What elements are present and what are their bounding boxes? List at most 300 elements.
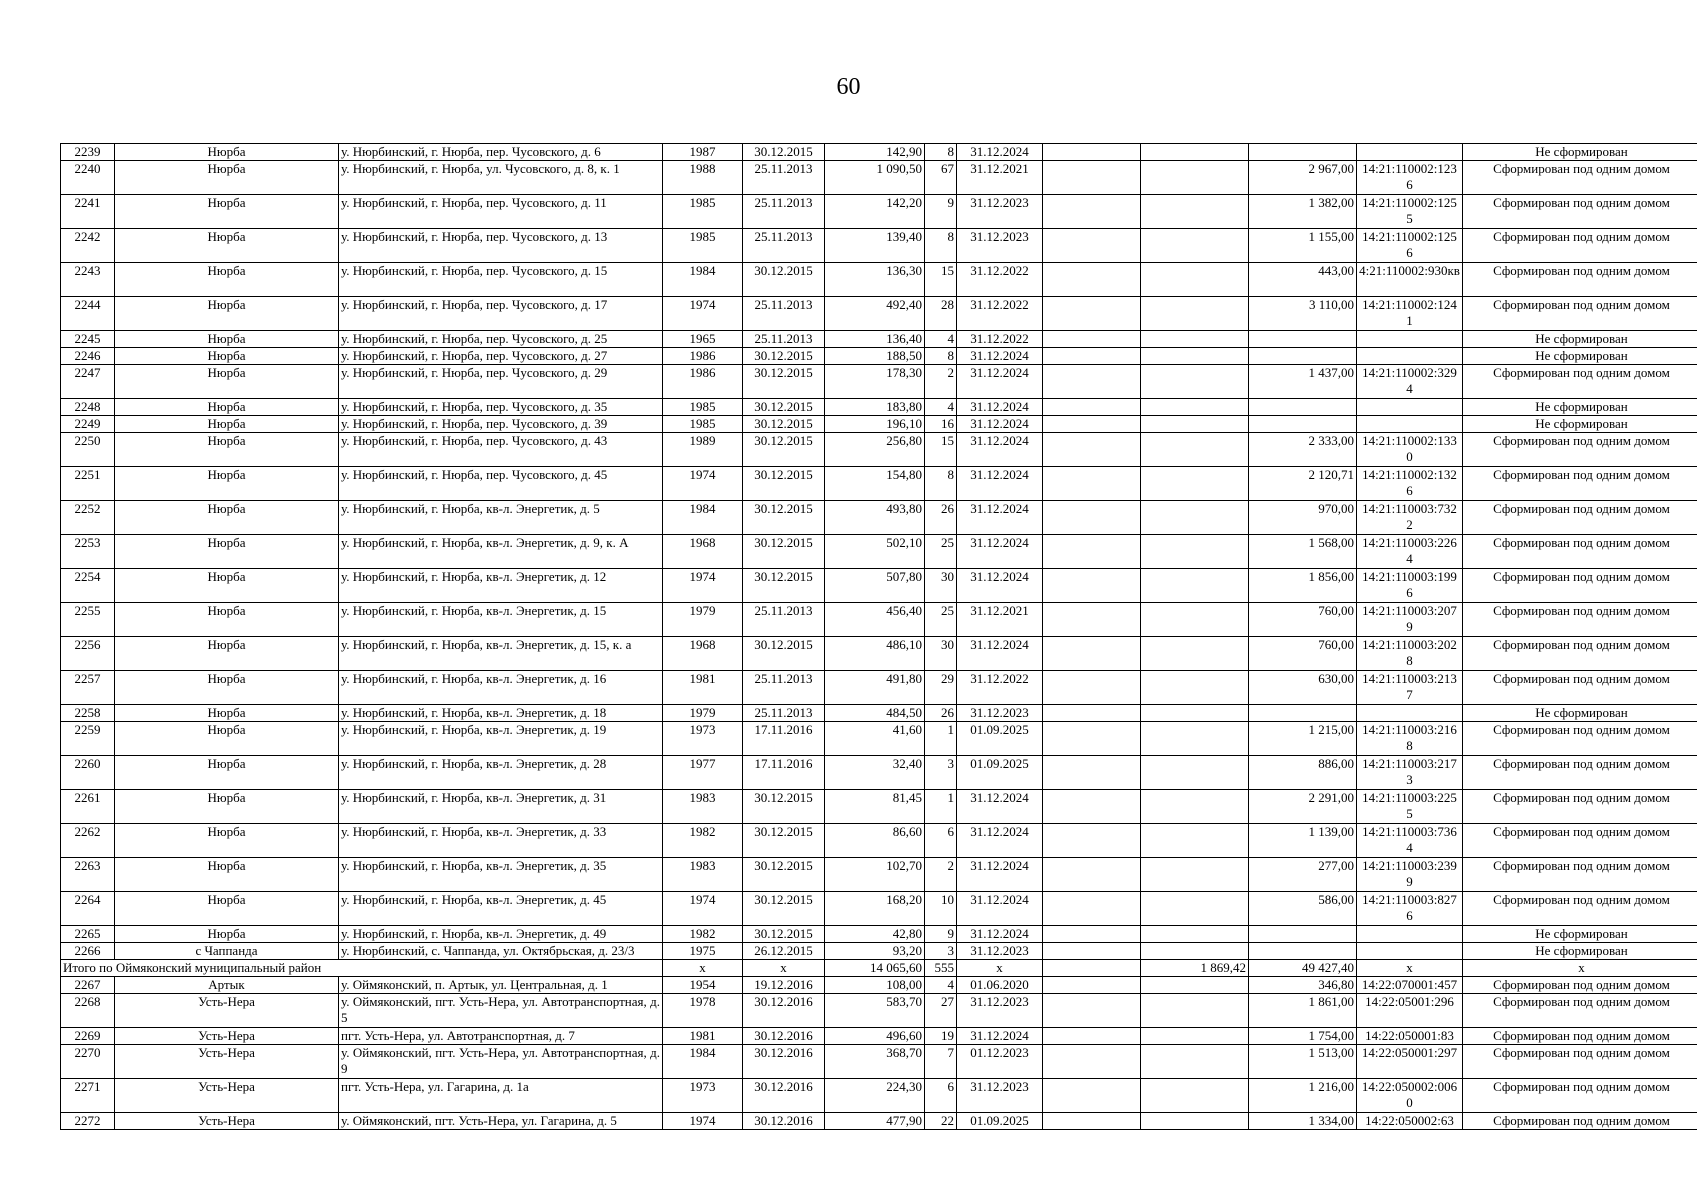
cell-residents: 1 [925,790,957,824]
cell-land-status: Сформирован под одним домом [1463,1028,1697,1045]
cell-extra-value [1043,399,1141,416]
cell-extra-value [1043,569,1141,603]
cell-extra-value-2 [1141,399,1249,416]
cell-year-built: 1973 [663,1079,743,1113]
cell-year-built: 1988 [663,161,743,195]
cell-residents: 8 [925,229,957,263]
cell-land-status: Не сформирован [1463,399,1697,416]
cell-locality: Нюрба [115,535,339,569]
cell-area: 491,80 [825,671,925,705]
cell-address: у. Нюрбинский, г. Нюрба, пер. Чусовского, д. 29 [339,365,663,399]
cell-row-number: 2240 [61,161,115,195]
cell-year-built: 1985 [663,399,743,416]
cell-recognition-date: 25.11.2013 [743,229,825,263]
cell-address: у. Нюрбинский, г. Нюрба, кв-л. Энергетик, д. 18 [339,705,663,722]
cell-row-number: 2270 [61,1045,115,1079]
cell-address: пгт. Усть-Нера, ул. Автотранспортная, д. 7 [339,1028,663,1045]
cell-row-number: 2253 [61,535,115,569]
cell-area: 486,10 [825,637,925,671]
cell-year-built: 1985 [663,229,743,263]
cell-area: 507,80 [825,569,925,603]
cell-residents: 29 [925,671,957,705]
cell-area: 456,40 [825,603,925,637]
cell-extra-value [1043,1045,1141,1079]
cell-cadastral-number: 4:21:110002:930кв [1357,263,1463,297]
cell-residents: 2 [925,365,957,399]
cell-land-area: 346,80 [1249,977,1357,994]
cell-address: у. Оймяконский, п. Артык, ул. Центральная, д. 1 [339,977,663,994]
cell-residents: 2 [925,858,957,892]
cell-residents: 25 [925,535,957,569]
cell-extra-value-2 [1141,467,1249,501]
cell-address: у. Нюрбинский, г. Нюрба, кв-л. Энергетик, д. 33 [339,824,663,858]
cell-locality: Нюрба [115,722,339,756]
cell-resettlement-deadline: 01.06.2020 [957,977,1043,994]
cell-land-area: 630,00 [1249,671,1357,705]
cell-land-area: 1 861,00 [1249,994,1357,1028]
cell-extra-value-2 [1141,892,1249,926]
cell-locality: Нюрба [115,297,339,331]
cell-extra-value-2 [1141,790,1249,824]
table-row [61,1028,1697,1045]
cell-land-status: Сформирован под одним домом [1463,858,1697,892]
cell-recognition-date: 30.12.2016 [743,1045,825,1079]
cell-resettlement-deadline: 31.12.2024 [957,790,1043,824]
cell-land-area: 2 967,00 [1249,161,1357,195]
cell-area: 41,60 [825,722,925,756]
cell-land-status: Не сформирован [1463,144,1697,161]
cell-address: пгт. Усть-Нера, ул. Гагарина, д. 1а [339,1079,663,1113]
cell-locality: с Чаппанда [115,943,339,960]
cell-resettlement-deadline: 31.12.2024 [957,637,1043,671]
cell-resettlement-deadline: 01.09.2025 [957,1113,1043,1130]
table-row [61,467,1697,501]
cell-resettlement-deadline: 31.12.2024 [957,365,1043,399]
cell-residents: 26 [925,705,957,722]
cell-residents: 27 [925,994,957,1028]
cell-year-built: 1983 [663,790,743,824]
cell-cadastral-number: 14:21:110003:1996 [1357,569,1463,603]
table-row [61,365,1697,399]
cell-area: 493,80 [825,501,925,535]
cell-locality: Усть-Нера [115,1045,339,1079]
cell-extra-value-2 [1141,195,1249,229]
cell-resettlement-deadline: 31.12.2024 [957,926,1043,943]
cell-row-number: 2266 [61,943,115,960]
cell-locality: Нюрба [115,637,339,671]
cell-row-number: 2272 [61,1113,115,1130]
cell-residents: 4 [925,977,957,994]
cell-year-built: 1974 [663,569,743,603]
cell-year-built: 1979 [663,705,743,722]
table-row [61,297,1697,331]
cell-area: 154,80 [825,467,925,501]
cell-year-built: 1986 [663,348,743,365]
total-row [61,960,1697,977]
cell-residents: 7 [925,1045,957,1079]
cell-land-status: Сформирован под одним домом [1463,1079,1697,1113]
cell-residents: 28 [925,297,957,331]
cell-cadastral-number [1357,416,1463,433]
cell-row-number: 2243 [61,263,115,297]
cell-cadastral-number: 14:21:110002:1241 [1357,297,1463,331]
cell-resettlement-deadline: 31.12.2024 [957,501,1043,535]
table-body-nyurba [61,144,1697,960]
cell-row-number: 2262 [61,824,115,858]
cell-cadastral-number: 14:21:110003:2028 [1357,637,1463,671]
cell-resettlement-deadline: 01.09.2025 [957,756,1043,790]
cell-land-area: 1 513,00 [1249,1045,1357,1079]
cell-area: 142,20 [825,195,925,229]
cell-area: 183,80 [825,399,925,416]
cell-extra-value-2 [1141,433,1249,467]
table-row [61,756,1697,790]
cell-row-number: 2250 [61,433,115,467]
cell-address: у. Нюрбинский, г. Нюрба, пер. Чусовского, д. 35 [339,399,663,416]
cell-year-built: 1984 [663,501,743,535]
cell-residents: 9 [925,926,957,943]
cell-row-number: 2257 [61,671,115,705]
cell-land-area: 586,00 [1249,892,1357,926]
cell-recognition-date: 30.12.2015 [743,926,825,943]
cell-locality: Нюрба [115,348,339,365]
cell-address: у. Нюрбинский, г. Нюрба, кв-л. Энергетик, д. 5 [339,501,663,535]
cell-row-number: 2242 [61,229,115,263]
cell-area: 32,40 [825,756,925,790]
cell-land-area: 1 215,00 [1249,722,1357,756]
cell-area: 256,80 [825,433,925,467]
cell-land-area: 1 568,00 [1249,535,1357,569]
cell-cadastral-number: 14:21:110002:1255 [1357,195,1463,229]
cell-resettlement-deadline: 31.12.2024 [957,399,1043,416]
cell-cadastral-number: 14:21:110003:2399 [1357,858,1463,892]
cell-land-status: Сформирован под одним домом [1463,161,1697,195]
cell-recognition-date: 30.12.2015 [743,144,825,161]
cell-address: у. Нюрбинский, г. Нюрба, пер. Чусовского, д. 11 [339,195,663,229]
cell-address: у. Нюрбинский, г. Нюрба, пер. Чусовского, д. 13 [339,229,663,263]
cell-land-status: Сформирован под одним домом [1463,671,1697,705]
cell-extra-value [1043,263,1141,297]
cell-extra-value [1043,977,1141,994]
cell-extra-value [1043,433,1141,467]
cell-cadastral-number: 14:22:050001:297 [1357,1045,1463,1079]
cell-locality: Нюрба [115,229,339,263]
cell-extra-value [1043,1028,1141,1045]
cell-cadastral-number: 14:21:110003:7322 [1357,501,1463,535]
cell-row-number: 2259 [61,722,115,756]
cell-row-number: 2247 [61,365,115,399]
cell-resettlement-deadline: 31.12.2024 [957,467,1043,501]
cell-residents: 10 [925,892,957,926]
cell-year-built: 1978 [663,994,743,1028]
cell-land-status: Сформирован под одним домом [1463,824,1697,858]
cell-year-built: 1974 [663,467,743,501]
cell-address: у. Нюрбинский, г. Нюрба, пер. Чусовского, д. 17 [339,297,663,331]
cell-cadastral-number: 14:22:050002:63 [1357,1113,1463,1130]
cell-resettlement-deadline: 31.12.2023 [957,943,1043,960]
cell-extra-value-2 [1141,229,1249,263]
table-row [61,671,1697,705]
cell-extra-value [1043,365,1141,399]
cell-recognition-date: 26.12.2015 [743,943,825,960]
cell-extra-value-2 [1141,416,1249,433]
cell-recognition-date: 19.12.2016 [743,977,825,994]
total-area: 14 065,60 [825,960,925,977]
table-row [61,229,1697,263]
cell-locality: Нюрба [115,603,339,637]
cell-locality: Нюрба [115,569,339,603]
cell-land-area [1249,705,1357,722]
cell-land-status: Не сформирован [1463,416,1697,433]
cell-address: у. Нюрбинский, с. Чаппанда, ул. Октябрьская, д. 23/3 [339,943,663,960]
cell-land-area: 1 754,00 [1249,1028,1357,1045]
cell-land-area: 886,00 [1249,756,1357,790]
cell-recognition-date: 30.12.2015 [743,467,825,501]
cell-extra-value [1043,467,1141,501]
cell-year-built: 1968 [663,535,743,569]
cell-residents: 6 [925,1079,957,1113]
cell-extra-value [1043,1113,1141,1130]
cell-land-status: Сформирован под одним домом [1463,501,1697,535]
cell-address: у. Нюрбинский, г. Нюрба, пер. Чусовского, д. 15 [339,263,663,297]
total-deadline: x [957,960,1043,977]
cell-extra-value-2 [1141,144,1249,161]
cell-land-area: 2 291,00 [1249,790,1357,824]
cell-resettlement-deadline: 31.12.2023 [957,1079,1043,1113]
cell-recognition-date: 30.12.2016 [743,1079,825,1113]
cell-resettlement-deadline: 31.12.2021 [957,161,1043,195]
cell-resettlement-deadline: 31.12.2024 [957,858,1043,892]
cell-address: у. Нюрбинский, г. Нюрба, кв-л. Энергетик, д. 9, к. А [339,535,663,569]
cell-row-number: 2241 [61,195,115,229]
cell-area: 496,60 [825,1028,925,1045]
cell-area: 477,90 [825,1113,925,1130]
cell-residents: 3 [925,756,957,790]
cell-extra-value [1043,722,1141,756]
cell-land-area: 1 216,00 [1249,1079,1357,1113]
cell-locality: Усть-Нера [115,1079,339,1113]
cell-recognition-date: 17.11.2016 [743,756,825,790]
cell-locality: Нюрба [115,926,339,943]
table-row [61,348,1697,365]
table-row [61,1079,1697,1113]
cell-extra-value [1043,824,1141,858]
cell-extra-value-2 [1141,994,1249,1028]
cell-locality: Нюрба [115,195,339,229]
cell-row-number: 2255 [61,603,115,637]
cell-land-area [1249,399,1357,416]
cell-resettlement-deadline: 31.12.2022 [957,297,1043,331]
cell-area: 196,10 [825,416,925,433]
cell-residents: 15 [925,263,957,297]
cell-recognition-date: 30.12.2015 [743,501,825,535]
table-row [61,637,1697,671]
cell-extra-value [1043,603,1141,637]
cell-extra-value-2 [1141,1079,1249,1113]
cell-land-area: 443,00 [1249,263,1357,297]
cell-address: у. Оймяконский, пгт. Усть-Нера, ул. Автотранспортная, д. 9 [339,1045,663,1079]
cell-locality: Нюрба [115,416,339,433]
cell-cadastral-number: 14:21:110003:7364 [1357,824,1463,858]
cell-year-built: 1983 [663,858,743,892]
table-row [61,790,1697,824]
cell-land-status: Сформирован под одним домом [1463,603,1697,637]
cell-resettlement-deadline: 31.12.2024 [957,569,1043,603]
cell-extra-value-2 [1141,926,1249,943]
page-number: 60 [836,74,861,100]
cell-extra-value [1043,926,1141,943]
cell-cadastral-number [1357,705,1463,722]
cell-cadastral-number [1357,399,1463,416]
cell-recognition-date: 30.12.2015 [743,858,825,892]
cell-resettlement-deadline: 31.12.2022 [957,263,1043,297]
cell-extra-value-2 [1141,1045,1249,1079]
cell-row-number: 2256 [61,637,115,671]
table-row [61,892,1697,926]
cell-land-area [1249,943,1357,960]
cell-extra-value-2 [1141,977,1249,994]
cell-area: 81,45 [825,790,925,824]
cell-year-built: 1974 [663,1113,743,1130]
cell-row-number: 2261 [61,790,115,824]
cell-year-built: 1985 [663,195,743,229]
cell-area: 93,20 [825,943,925,960]
cell-extra-value-2 [1141,671,1249,705]
cell-row-number: 2246 [61,348,115,365]
cell-resettlement-deadline: 31.12.2023 [957,229,1043,263]
cell-recognition-date: 30.12.2015 [743,535,825,569]
cell-recognition-date: 30.12.2015 [743,824,825,858]
cell-cadastral-number [1357,348,1463,365]
cell-residents: 3 [925,943,957,960]
cell-recognition-date: 30.12.2015 [743,637,825,671]
cell-locality: Нюрба [115,263,339,297]
table-row [61,161,1697,195]
cell-address: у. Нюрбинский, г. Нюрба, пер. Чусовского, д. 27 [339,348,663,365]
cell-cadastral-number: 14:21:110003:2137 [1357,671,1463,705]
cell-land-status: Сформирован под одним домом [1463,569,1697,603]
cell-land-area: 277,00 [1249,858,1357,892]
cell-resettlement-deadline: 31.12.2023 [957,195,1043,229]
cell-resettlement-deadline: 01.12.2023 [957,1045,1043,1079]
total-cadastral: x [1357,960,1463,977]
cell-locality: Нюрба [115,790,339,824]
cell-land-status: Не сформирован [1463,943,1697,960]
cell-land-area [1249,926,1357,943]
cell-address: у. Нюрбинский, г. Нюрба, пер. Чусовского, д. 39 [339,416,663,433]
cell-extra-value-2 [1141,756,1249,790]
cell-year-built: 1986 [663,365,743,399]
cell-residents: 19 [925,1028,957,1045]
cell-land-area: 760,00 [1249,603,1357,637]
table-row [61,1045,1697,1079]
cell-land-status: Сформирован под одним домом [1463,263,1697,297]
cell-recognition-date: 30.12.2015 [743,263,825,297]
cell-recognition-date: 30.12.2016 [743,1028,825,1045]
cell-year-built: 1977 [663,756,743,790]
cell-area: 139,40 [825,229,925,263]
cell-row-number: 2268 [61,994,115,1028]
cell-cadastral-number: 14:21:110002:1236 [1357,161,1463,195]
cell-year-built: 1987 [663,144,743,161]
cell-row-number: 2265 [61,926,115,943]
cell-locality: Нюрба [115,467,339,501]
cell-extra-value-2 [1141,263,1249,297]
cell-resettlement-deadline: 31.12.2024 [957,535,1043,569]
total-date: x [743,960,825,977]
cell-recognition-date: 30.12.2016 [743,994,825,1028]
cell-cadastral-number: 14:21:110003:2168 [1357,722,1463,756]
cell-extra-value-2 [1141,722,1249,756]
cell-row-number: 2264 [61,892,115,926]
cell-land-status: Сформирован под одним домом [1463,892,1697,926]
cell-recognition-date: 30.12.2015 [743,416,825,433]
cell-land-area: 1 139,00 [1249,824,1357,858]
cell-land-status: Сформирован под одним домом [1463,722,1697,756]
table-row [61,501,1697,535]
cell-extra-value [1043,892,1141,926]
cell-year-built: 1968 [663,637,743,671]
cell-locality: Нюрба [115,892,339,926]
cell-extra-value [1043,1079,1141,1113]
cell-address: у. Нюрбинский, г. Нюрба, кв-л. Энергетик, д. 35 [339,858,663,892]
cell-extra-value-2 [1141,705,1249,722]
cell-recognition-date: 25.11.2013 [743,705,825,722]
table-row [61,603,1697,637]
cell-area: 42,80 [825,926,925,943]
cell-row-number: 2267 [61,977,115,994]
cell-locality: Нюрба [115,824,339,858]
cell-extra-value [1043,331,1141,348]
cell-residents: 4 [925,399,957,416]
cell-area: 1 090,50 [825,161,925,195]
cell-extra-value-2 [1141,331,1249,348]
cell-land-status: Сформирован под одним домом [1463,1113,1697,1130]
cell-residents: 16 [925,416,957,433]
cell-residents: 9 [925,195,957,229]
cell-cadastral-number: 14:21:110002:1256 [1357,229,1463,263]
cell-address: у. Нюрбинский, г. Нюрба, кв-л. Энергетик, д. 15, к. а [339,637,663,671]
cell-residents: 6 [925,824,957,858]
cell-locality: Нюрба [115,144,339,161]
cell-land-status: Не сформирован [1463,348,1697,365]
cell-extra-value [1043,705,1141,722]
cell-extra-value-2 [1141,535,1249,569]
cell-area: 86,60 [825,824,925,858]
cell-locality: Артык [115,977,339,994]
cell-land-status: Не сформирован [1463,705,1697,722]
cell-resettlement-deadline: 31.12.2022 [957,671,1043,705]
cell-land-status: Сформирован под одним домом [1463,195,1697,229]
cell-area: 583,70 [825,994,925,1028]
cell-extra-value-2 [1141,603,1249,637]
cell-extra-value [1043,161,1141,195]
cell-address: у. Нюрбинский, г. Нюрба, пер. Чусовского, д. 6 [339,144,663,161]
cell-resettlement-deadline: 31.12.2024 [957,1028,1043,1045]
cell-residents: 25 [925,603,957,637]
cell-residents: 30 [925,569,957,603]
cell-land-area: 1 437,00 [1249,365,1357,399]
cell-extra-value [1043,416,1141,433]
table-row [61,705,1697,722]
cell-row-number: 2271 [61,1079,115,1113]
cell-cadastral-number: 14:22:050001:83 [1357,1028,1463,1045]
total-year: x [663,960,743,977]
cell-locality: Усть-Нера [115,994,339,1028]
cell-address: у. Нюрбинский, г. Нюрба, кв-л. Энергетик, д. 15 [339,603,663,637]
cell-resettlement-deadline: 31.12.2024 [957,348,1043,365]
cell-extra-value-2 [1141,637,1249,671]
